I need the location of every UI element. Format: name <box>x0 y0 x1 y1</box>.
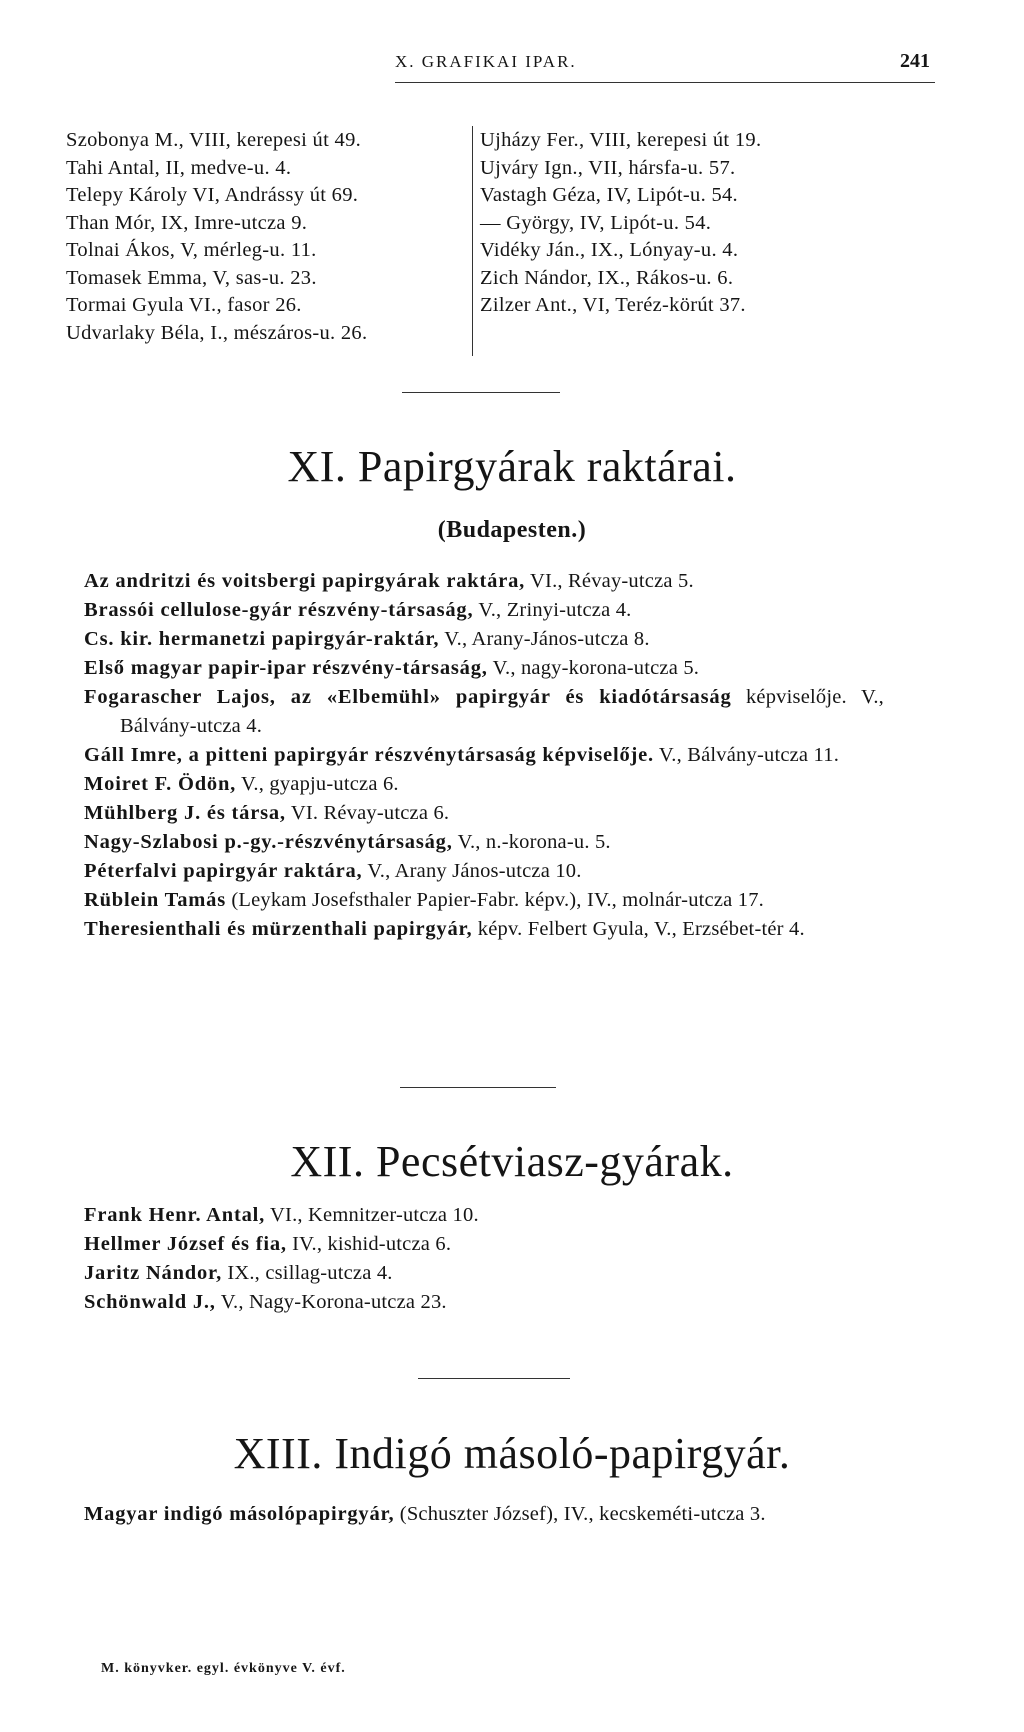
list-item: Nagy-Szlabosi p.-gy.-részvénytársaság, V., n.-korona-u. 5. <box>84 831 611 853</box>
chapter-title: X. GRAFIKAI IPAR. <box>395 52 577 71</box>
list-item: Az andritzi és voitsbergi papirgyárak raktára, VI., Révay-utcza 5. <box>84 570 694 592</box>
list-item: Telepy Károly VI, Andrássy út 69. <box>66 184 359 206</box>
list-item: — György, IV, Lipót-u. 54. <box>480 211 712 234</box>
running-header <box>395 52 930 76</box>
header-rule <box>395 82 935 83</box>
list-item: Theresienthali és mürzenthali papirgyár, képv. Felbert Gyula, V., Erzsébet-tér 4. <box>84 918 805 940</box>
list-item: Tahi Antal, II, medve-u. 4. <box>66 156 292 179</box>
list-item: Zilzer Ant., VI, Teréz-körút 37. <box>480 294 746 316</box>
list-item: Gáll Imre, a pitteni papirgyár részvénytársaság képviselője. V., Bálvány-utcza 11. <box>84 744 840 766</box>
list-item: Schönwald J., V., Nagy-Korona-utcza 23. <box>84 1291 447 1313</box>
list-item: Jaritz Nándor, IX., csillag-utcza 4. <box>84 1262 393 1284</box>
section-xii-list <box>84 1201 884 1317</box>
section-xii-heading: XII. Pecsétviasz-gyárak. <box>290 1137 734 1186</box>
list-item: Than Mór, IX, Imre-utcza 9. <box>66 211 308 234</box>
section-rule <box>402 392 560 393</box>
list-item: Tomasek Emma, V, sas-u. 23. <box>66 266 317 289</box>
list-item: Rüblein Tamás (Leykam Josefsthaler Papier-Fabr. képv.), IV., molnár-utcza 17. <box>84 889 764 911</box>
list-item: Zich Nándor, IX., Rákos-u. 6. <box>480 266 734 289</box>
list-item: Magyar indigó másolópapirgyár, (Schuszter József), IV., kecskeméti-utcza 3. <box>84 1503 766 1525</box>
list-item: Szobonya M., VIII, kerepesi út 49. <box>66 129 362 151</box>
footer-signature: M. könyvker. egyl. évkönyve V. évf. <box>101 1661 346 1676</box>
list-item: Vastagh Géza, IV, Lipót-u. 54. <box>480 184 738 206</box>
list-item: Brassói cellulose-gyár részvény-társaság, V., Zrinyi-utcza 4. <box>84 599 632 621</box>
section-xi-list <box>84 567 884 944</box>
list-item: Cs. kir. hermanetzi papirgyár-raktár, V., Arany-János-utcza 8. <box>84 628 650 650</box>
column-divider <box>472 126 473 356</box>
list-item: Tolnai Ákos, V, mérleg-u. 11. <box>66 239 317 261</box>
left-column <box>66 127 470 347</box>
list-item: Udvarlaky Béla, I., mészáros-u. 26. <box>66 321 368 344</box>
list-item: Frank Henr. Antal, VI., Kemnitzer-utcza 10. <box>84 1204 479 1226</box>
section-rule <box>400 1087 556 1088</box>
list-item: Első magyar papir-ipar részvény-társaság, V., nagy-korona-utcza 5. <box>84 657 700 679</box>
list-item: Ujházy Fer., VIII, kerepesi út 19. <box>480 129 762 151</box>
list-item: Hellmer József és fia, IV., kishid-utcza 6. <box>84 1233 452 1255</box>
right-column <box>480 127 950 320</box>
list-item: Ujváry Ign., VII, hársfa-u. 57. <box>480 156 736 179</box>
page-number: 241 <box>900 50 930 72</box>
list-item: Fogarascher Lajos, az «Elbemühl» papirgyár és kiadótársaság képviselője. V., Bálvány-utcza 4. <box>84 686 884 737</box>
section-xi-subheading: (Budapesten.) <box>437 517 587 543</box>
list-item: Mühlberg J. és társa, VI. Révay-utcza 6. <box>84 802 450 824</box>
list-item: Moiret F. Ödön, V., gyapju-utcza 6. <box>84 773 399 795</box>
section-rule <box>418 1378 570 1379</box>
section-xi-heading: XI. Papirgyárak raktárai. <box>287 442 737 491</box>
list-item: Péterfalvi papirgyár raktára, V., Arany János-utcza 10. <box>84 860 582 882</box>
section-xiii-heading: XIII. Indigó másoló-papirgyár. <box>233 1429 791 1478</box>
list-item: Tormai Gyula VI., fasor 26. <box>66 294 302 316</box>
section-xiii-list <box>84 1500 884 1529</box>
list-item: Vidéky Ján., IX., Lónyay-u. 4. <box>480 239 739 261</box>
